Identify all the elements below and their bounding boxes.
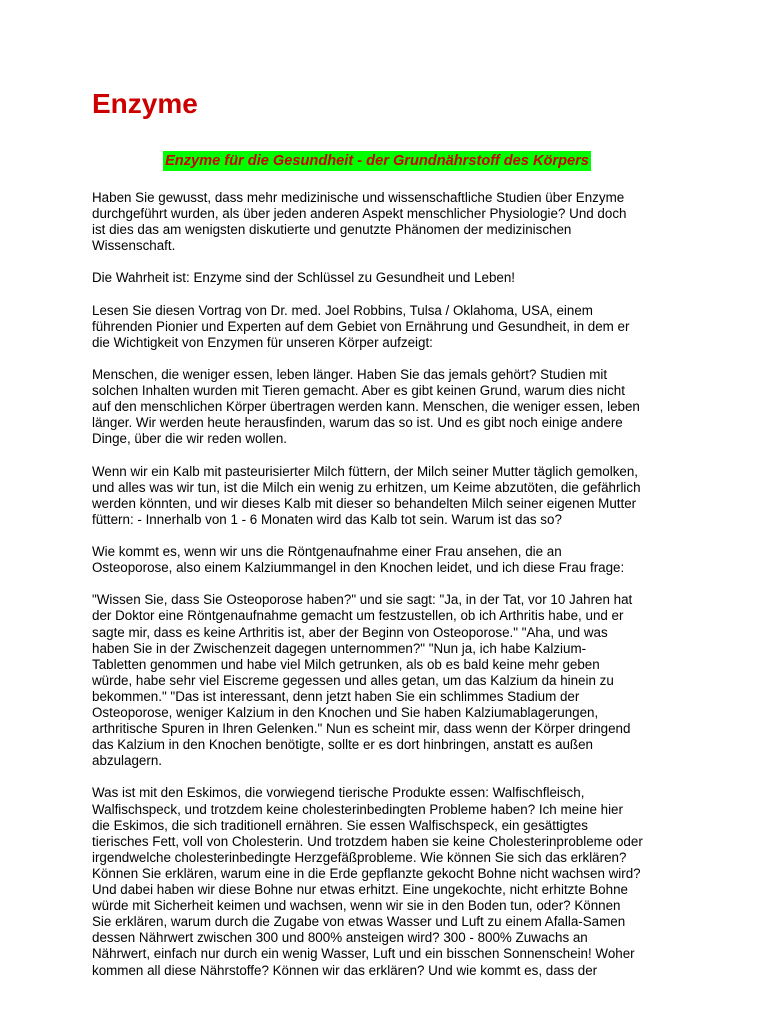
paragraph-line: würde mit Sicherheit keimen und wachsen, wenn wir sie in den Boden tun, oder? Können <box>92 898 621 914</box>
paragraph-line: ist dies das am wenigsten diskutierte und genutzte Phänomen der medizinischen <box>92 222 572 238</box>
body-paragraph <box>92 190 662 254</box>
paragraph-line: auf den menschlichen Körper übertragen werden kann. Menschen, die weniger essen, leben <box>92 399 640 415</box>
paragraph-line: länger. Wir werden heute herausfinden, warum das so ist. Und es gibt noch einige andere <box>92 415 623 431</box>
paragraph-line: haben Sie in der Zwischenzeit dagegen unternommen?" "Nun ja, ich habe Kalzium- <box>92 640 587 656</box>
document-title: Enzyme <box>92 88 198 119</box>
paragraph-line: Nährwert, einfach nur durch ein wenig Wasser, Luft und ein bisschen Sonnenschein! Woher <box>92 946 635 962</box>
paragraph-line: das Kalzium in den Knochen benötigte, sollte er es dort hinbringen, anstatt es außen <box>92 737 593 753</box>
body-paragraph <box>92 544 662 576</box>
paragraph-line: und alles was wir tun, ist die Milch ein wenig zu erhitzen, um Keime abzutöten, die gefährlich <box>92 479 641 495</box>
paragraph-line: würde, habe sehr viel Eiscreme gegessen und alles getan, um das Kalzium da hinein zu <box>92 672 614 688</box>
paragraph-line: "Wissen Sie, dass Sie Osteoporose haben?" und sie sagt: "Ja, in der Tat, vor 10 Jahren hat <box>92 592 633 608</box>
document-body <box>92 190 662 995</box>
paragraph-line: Tabletten genommen und habe viel Milch getrunken, als ob es bald keine mehr geben <box>92 656 600 672</box>
paragraph-line: füttern: - Innerhalb von 1 - 6 Monaten wird das Kalb tot sein. Warum ist das so? <box>92 511 562 527</box>
body-paragraph <box>92 592 662 769</box>
paragraph-line: die Wichtigkeit von Enzymen für unseren Körper aufzeigt: <box>92 334 433 350</box>
paragraph-line: kommen all diese Nährstoffe? Können wir das erklären? Und wie kommt es, dass der <box>92 962 598 978</box>
paragraph-line: Walfischspeck, und trotzdem keine cholesterinbedingten Probleme haben? Ich meine hier <box>92 801 623 817</box>
paragraph-line: tierisches Fett, voll von Cholesterin. Und trotzdem haben sie keine Cholesterinprobleme oder <box>92 833 643 849</box>
paragraph-line: die Eskimos, die sich traditionell ernähren. Sie essen Walfischspeck, ein gesättigtes <box>92 817 588 833</box>
body-paragraph <box>92 270 662 286</box>
paragraph-line: Und dabei haben wir diese Bohne nur etwas erhitzt. Eine ungekochte, nicht erhitzte Bohne <box>92 882 628 898</box>
paragraph-line: Osteoporose, also einem Kalziummangel in den Knochen leidet, und ich diese Frau frage: <box>92 560 625 576</box>
paragraph-line: solchen Inhalten wurden mit Tieren gemacht. Aber es gibt keinen Grund, warum dies nicht <box>92 383 625 399</box>
paragraph-line: irgendwelche cholesterinbedingte Herzgefäßprobleme. Wie können Sie sich das erklären? <box>92 849 627 865</box>
paragraph-line: Können Sie erklären, warum eine in die Erde gepflanzte gekocht Bohne nicht wachsen wird? <box>92 865 641 881</box>
paragraph-line: Wie kommt es, wenn wir uns die Röntgenaufnahme einer Frau ansehen, die an <box>92 544 562 560</box>
paragraph-line: Sie erklären, warum durch die Zugabe von etwas Wasser und Luft zu einem Afalla-Samen <box>92 914 626 930</box>
paragraph-line: Wissenschaft. <box>92 238 176 254</box>
body-paragraph <box>92 464 662 528</box>
body-paragraph <box>92 367 662 447</box>
paragraph-line: führenden Pionier und Experten auf dem Gebiet von Ernährung und Gesundheit, in dem er <box>92 318 630 334</box>
paragraph-line: Die Wahrheit ist: Enzyme sind der Schlüssel zu Gesundheit und Leben! <box>92 270 516 286</box>
paragraph-line: durchgeführt wurden, als über jeden anderen Aspekt menschlicher Physiologie? Und doch <box>92 206 627 222</box>
paragraph-line: Haben Sie gewusst, dass mehr medizinische und wissenschaftliche Studien über Enzyme <box>92 190 625 205</box>
paragraph-line: dessen Nährwert zwischen 300 und 800% ansteigen wird? 300 - 800% Zuwachs an <box>92 930 588 946</box>
paragraph-line: sagte mir, dass es keine Arthritis ist, aber der Beginn von Osteoporose." "Aha, und was <box>92 624 608 640</box>
paragraph-line: werden könnten, und wir dieses Kalb mit dieser so behandelten Milch seiner eigenen Mutter <box>92 495 637 511</box>
paragraph-line: Menschen, die weniger essen, leben länger. Haben Sie das jemals gehört? Studien mit <box>92 367 608 383</box>
body-paragraph <box>92 303 662 351</box>
paragraph-line: arthritische Spuren in Ihren Gelenken." Nun es scheint mir, dass wenn der Körper dringend <box>92 721 631 737</box>
document-subtitle: Enzyme für die Gesundheit - der Grundnährstoff des Körpers <box>165 153 589 169</box>
paragraph-line: Was ist mit den Eskimos, die vorwiegend tierische Produkte essen: Walfischfleisch, <box>92 785 585 801</box>
paragraph-line: Dinge, über die wir reden wollen. <box>92 431 288 447</box>
paragraph-line: abzulagern. <box>92 753 162 769</box>
body-paragraph <box>92 785 662 978</box>
paragraph-line: Lesen Sie diesen Vortrag von Dr. med. Joel Robbins, Tulsa / Oklahoma, USA, einem <box>92 302 593 318</box>
paragraph-line: Osteoporose, weniger Kalzium in den Knochen und Sie haben Kalziumablagerungen, <box>92 705 599 720</box>
paragraph-line: der Doktor eine Röntgenaufnahme gemacht um festzustellen, ob ich Arthritis habe, und er <box>92 608 624 624</box>
subtitle-container <box>92 151 662 171</box>
paragraph-line: bekommen." "Das ist interessant, denn jetzt haben Sie ein schlimmes Stadium der <box>92 688 580 704</box>
paragraph-line: Wenn wir ein Kalb mit pasteurisierter Milch füttern, der Milch seiner Mutter täglich gemolken, <box>92 463 639 479</box>
